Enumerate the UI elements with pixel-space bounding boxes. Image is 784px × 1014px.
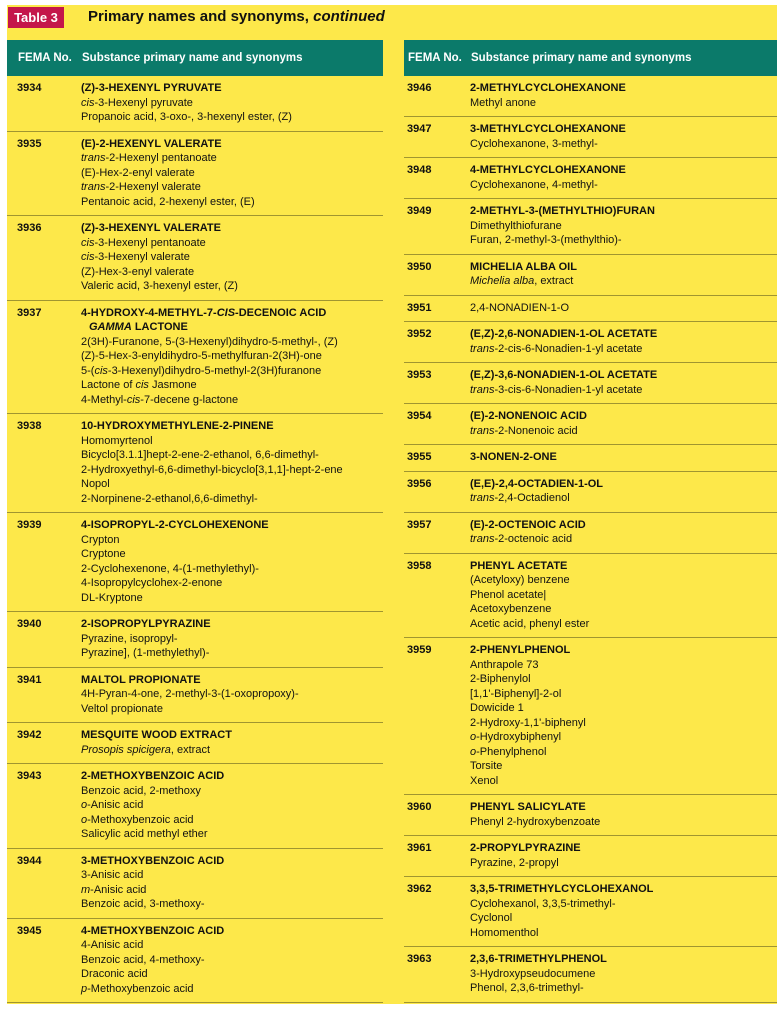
synonym: Benzoic acid, 3-methoxy-: [81, 898, 205, 910]
table-row: [404, 322, 777, 363]
fema-number: 3956: [407, 477, 432, 490]
synonym: Valeric acid, 3-hexenyl ester, (Z): [81, 280, 238, 292]
synonym: o-Hydroxybiphenyl: [470, 731, 562, 743]
table-row: [404, 199, 777, 255]
primary-name: 4-METHYLCYCLOHEXANONE: [470, 164, 626, 176]
fema-number: 3946: [407, 82, 432, 94]
substance-names: [470, 952, 777, 996]
synonym: 5-(cis-3-Hexenyl)dihydro-5-methyl-2(3H)furanone: [81, 364, 322, 377]
synonym: Crypton: [81, 533, 120, 546]
primary-name: (E,Z)-2,6-NONADIEN-1-OL ACETATE: [470, 328, 658, 340]
synonym: cis-3-Hexenyl pentanoate: [81, 236, 206, 249]
table-row: [7, 919, 383, 1004]
substance-names: [470, 260, 777, 289]
primary-name: 2-METHYL-3-(METHYLTHIO)FURAN: [470, 205, 655, 217]
synonym: o-Anisic acid: [81, 799, 144, 811]
table-row: [404, 554, 777, 639]
table-row: [404, 117, 777, 158]
substance-names: [81, 769, 383, 842]
synonym: Pyrazine, isopropyl-: [81, 632, 178, 645]
right-column: [404, 40, 777, 1003]
table-row: [7, 612, 383, 668]
synonym: (Acetyloxy) benzene: [470, 574, 570, 586]
synonym: 4-Anisic acid: [81, 939, 144, 951]
primary-name: MESQUITE WOOD EXTRACT: [81, 729, 232, 741]
primary-name: 2-METHYLCYCLOHEXANONE: [470, 82, 626, 94]
primary-name: 3-NONEN-2-ONE: [470, 451, 557, 463]
table-row: [7, 301, 383, 415]
table-label: Table 3: [8, 7, 64, 28]
substance-names: [470, 409, 777, 438]
synonym: 2-Hydroxyethyl-6,6-dimethyl-bicyclo[3,1,1]-hept-2-ene: [81, 463, 343, 476]
fema-number: 3943: [17, 770, 42, 782]
table-row: [7, 764, 383, 849]
synonym: Prosopis spicigera, extract: [81, 743, 210, 756]
primary-name: PHENYL ACETATE: [470, 559, 568, 572]
fema-number: 3938: [17, 420, 42, 432]
fema-number: 3945: [17, 924, 42, 937]
substance-names: [81, 924, 383, 997]
synonym: 2-Hydroxy-1,1'-biphenyl: [470, 716, 586, 729]
fema-number: 3942: [17, 729, 42, 741]
synonym: Bicyclo[3.1.1]hept-2-ene-2-ethanol, 6,6-dimethyl-: [81, 449, 319, 461]
table-row: [404, 363, 777, 404]
primary-name: (E)-2-OCTENOIC ACID: [470, 518, 586, 531]
right-header: [404, 40, 777, 76]
synonym: Michelia alba, extract: [470, 275, 574, 287]
synonym: Anthrapole 73: [470, 658, 539, 671]
primary-name: 4-METHOXYBENZOIC ACID: [81, 924, 225, 937]
synonym: o-Phenylphenol: [470, 745, 547, 758]
synonym: (E)-Hex-2-enyl valerate: [81, 166, 195, 179]
table-row: [7, 76, 383, 132]
synonym: Homomyrtenol: [81, 434, 153, 447]
fema-number: 3937: [17, 306, 42, 319]
synonym: trans-3-cis-6-Nonadien-1-yl acetate: [470, 383, 643, 396]
table-row: [7, 668, 383, 724]
primary-name: 3-METHYLCYCLOHEXANONE: [470, 123, 626, 135]
table-row: [404, 296, 777, 323]
left-rows: [7, 76, 383, 1003]
synonym: Lactone of cis Jasmone: [81, 379, 197, 391]
table-row: [7, 414, 383, 513]
substance-names: [81, 81, 383, 125]
substance-name-header: Substance primary name and synonyms: [471, 52, 692, 64]
synonym: trans-2-octenoic acid: [470, 533, 573, 545]
fema-number: 3940: [17, 618, 42, 630]
synonym: p-Methoxybenzoic acid: [81, 982, 194, 995]
synonym: trans-2-cis-6-Nonadien-1-yl acetate: [470, 342, 643, 355]
synonym: Homomenthol: [470, 926, 539, 939]
synonym: cis-3-Hexenyl pyruvate: [81, 96, 193, 109]
fema-number: 3957: [407, 518, 432, 531]
synonym: DL-Kryptone: [81, 591, 143, 604]
synonym: (Z)-5-Hex-3-enyldihydro-5-methylfuran-2(3H)-one: [81, 350, 322, 362]
table-row: [7, 849, 383, 919]
synonym: (Z)-Hex-3-enyl valerate: [81, 265, 195, 278]
table-row: [404, 158, 777, 199]
substance-names: [470, 204, 777, 248]
substance-names: [470, 122, 777, 151]
synonym: trans-2-Hexenyl valerate: [81, 181, 201, 193]
fema-number: 3963: [407, 953, 432, 965]
synonym: 3-Anisic acid: [81, 869, 144, 881]
substance-names: [470, 450, 777, 465]
fema-number-header: FEMA No.: [408, 52, 462, 64]
table-row: [7, 216, 383, 301]
substance-names: [81, 137, 383, 210]
primary-name: MICHELIA ALBA OIL: [470, 260, 577, 273]
primary-name: 4-HYDROXY-4-METHYL-7-CIS-DECENOIC ACID: [81, 306, 327, 319]
primary-name: 2,3,6-TRIMETHYLPHENOL: [470, 953, 607, 965]
synonym: m-Anisic acid: [81, 883, 147, 896]
substance-names: [81, 854, 383, 912]
table-row: [7, 132, 383, 217]
synonym: trans-2-Nonenoic acid: [470, 424, 578, 437]
fema-number: 3952: [407, 328, 432, 340]
synonym: Phenol acetate|: [470, 588, 547, 601]
primary-name: (E)-2-NONENOIC ACID: [470, 410, 587, 422]
fema-number: 3954: [407, 410, 432, 422]
primary-name: (E)-2-HEXENYL VALERATE: [81, 137, 222, 150]
substance-names: [470, 477, 777, 506]
table-row: [7, 723, 383, 764]
primary-name: 10-HYDROXYMETHYLENE-2-PINENE: [81, 420, 274, 432]
substance-name-header: Substance primary name and synonyms: [82, 52, 303, 64]
substance-names: [470, 882, 777, 940]
synonym: Benzoic acid, 4-methoxy-: [81, 953, 205, 966]
substance-names: [81, 617, 383, 661]
synonym: Benzoic acid, 2-methoxy: [81, 784, 201, 797]
synonym: Torsite: [470, 760, 503, 772]
substance-names: [470, 163, 777, 192]
synonym: Draconic acid: [81, 968, 148, 980]
synonym: Phenyl 2-hydroxybenzoate: [470, 815, 601, 828]
synonym: Cyclonol: [470, 912, 513, 924]
synonym: 2,4-NONADIEN-1-O: [470, 301, 570, 314]
primary-name: 4-ISOPROPYL-2-CYCLOHEXENONE: [81, 519, 269, 531]
fema-number: 3936: [17, 222, 42, 234]
substance-names: [470, 643, 777, 788]
table-row: [404, 76, 777, 117]
substance-names: [81, 673, 383, 717]
primary-name: (E,E)-2,4-OCTADIEN-1-OL: [470, 477, 604, 490]
synonym: Cyclohexanone, 4-methyl-: [470, 178, 598, 191]
synonym: 4H-Pyran-4-one, 2-methyl-3-(1-oxopropoxy)-: [81, 688, 299, 700]
table-row: [404, 947, 777, 1003]
substance-names: [470, 368, 777, 397]
synonym: Salicylic acid methyl ether: [81, 828, 208, 840]
table-row: [404, 513, 777, 554]
table-row: [7, 513, 383, 612]
synonym: Veltol propionate: [81, 702, 163, 715]
synonym: trans-2,4-Octadienol: [470, 492, 570, 504]
synonym: cis-3-Hexenyl valerate: [81, 251, 190, 263]
substance-names: [81, 518, 383, 605]
primary-name: 3,3,5-TRIMETHYLCYCLOHEXANOL: [470, 883, 654, 895]
synonym: 2-Cyclohexenone, 4-(1-methylethyl)-: [81, 562, 259, 575]
fema-number: 3951: [407, 301, 432, 314]
synonym: Acetic acid, phenyl ester: [470, 617, 590, 630]
table-row: [404, 445, 777, 472]
synonym: Acetoxybenzene: [470, 603, 552, 615]
synonym: 4-Isopropylcyclohex-2-enone: [81, 577, 223, 589]
primary-name: 2-METHOXYBENZOIC ACID: [81, 770, 225, 782]
primary-name: MALTOL PROPIONATE: [81, 673, 201, 686]
substance-names: [470, 81, 777, 110]
synonym: 2(3H)-Furanone, 5-(3-Hexenyl)dihydro-5-methyl-, (Z): [81, 335, 338, 348]
table-row: [404, 795, 777, 836]
synonym: o-Methoxybenzoic acid: [81, 813, 194, 826]
fema-number: 3953: [407, 369, 432, 381]
fema-number: 3962: [407, 883, 432, 895]
synonym: Xenol: [470, 774, 499, 787]
synonym: [1,1'-Biphenyl]-2-ol: [470, 687, 562, 700]
synonym: Pyrazine], (1-methylethyl)-: [81, 647, 210, 659]
substance-names: [470, 841, 777, 870]
fema-number: 3961: [407, 842, 432, 854]
synonym: 2-Biphenylol: [470, 673, 531, 685]
primary-name: 3-METHOXYBENZOIC ACID: [81, 854, 225, 867]
synonym: 3-Hydroxypseudocumene: [470, 967, 596, 980]
synonym: Nopol: [81, 478, 110, 490]
synonym: Dimethylthiofurane: [470, 219, 562, 232]
synonym: trans-2-Hexenyl pentanoate: [81, 152, 217, 164]
primary-name: (Z)-3-HEXENYL PYRUVATE: [81, 82, 222, 94]
fema-number: 3958: [407, 559, 432, 572]
synonym: 4-Methyl-cis-7-decene g-lactone: [81, 393, 239, 406]
fema-number: 3955: [407, 451, 432, 463]
fema-number-header: FEMA No.: [18, 52, 72, 64]
substance-names: [81, 221, 383, 294]
substance-names: [81, 306, 383, 408]
fema-number: 3947: [407, 123, 432, 135]
synonym: Cyclohexanone, 3-methyl-: [470, 137, 598, 150]
synonym: Methyl anone: [470, 96, 537, 109]
substance-names: [470, 327, 777, 356]
fema-number: 3948: [407, 164, 432, 176]
table-title: [88, 8, 385, 25]
table-title-text: Primary names and synonyms,: [88, 8, 309, 25]
table-row: [404, 472, 777, 513]
table-row: [404, 836, 777, 877]
primary-name: PHENYL SALICYLATE: [470, 801, 586, 813]
fema-number: 3939: [17, 519, 42, 531]
synonym: Furan, 2-methyl-3-(methylthio)-: [470, 234, 622, 246]
left-header: [7, 40, 383, 76]
fema-number: 3935: [17, 137, 42, 150]
primary-name: 2-PROPYLPYRAZINE: [470, 842, 581, 854]
table-title-suffix: continued: [313, 8, 385, 25]
left-column: [7, 40, 383, 1003]
fema-number: 3944: [17, 854, 42, 867]
primary-name: 2-PHENYLPHENOL: [470, 644, 571, 656]
fema-number: 3934: [17, 82, 42, 94]
synonym: Cryptone: [81, 548, 126, 560]
substance-names: [81, 419, 383, 506]
primary-name: GAMMA LACTONE: [89, 321, 188, 333]
primary-name: (E,Z)-3,6-NONADIEN-1-OL ACETATE: [470, 369, 658, 381]
table-row: [404, 638, 777, 795]
synonym: 2-Norpinene-2-ethanol,6,6-dimethyl-: [81, 492, 258, 505]
synonym: Pentanoic acid, 2-hexenyl ester, (E): [81, 195, 255, 208]
synonym: Pyrazine, 2-propyl: [470, 856, 559, 869]
synonym: Dowicide 1: [470, 702, 524, 714]
fema-number: 3959: [407, 644, 432, 656]
fema-number: 3960: [407, 801, 432, 813]
primary-name: (Z)-3-HEXENYL VALERATE: [81, 222, 221, 234]
substance-names: [470, 518, 777, 547]
substance-names: [470, 800, 777, 829]
table-row: [404, 255, 777, 296]
synonym: Propanoic acid, 3-oxo-, 3-hexenyl ester, (Z): [81, 111, 292, 123]
substance-names: [470, 559, 777, 632]
fema-number: 3941: [17, 673, 42, 686]
substance-names: [81, 728, 383, 757]
table-row: [404, 404, 777, 445]
table-row: [404, 877, 777, 947]
synonym: Cyclohexanol, 3,3,5-trimethyl-: [470, 897, 616, 910]
synonym: Phenol, 2,3,6-trimethyl-: [470, 982, 584, 994]
substance-names: [470, 301, 777, 316]
fema-number: 3950: [407, 260, 432, 273]
fema-number: 3949: [407, 205, 432, 217]
primary-name: 2-ISOPROPYLPYRAZINE: [81, 618, 211, 630]
right-rows: [404, 76, 777, 1003]
